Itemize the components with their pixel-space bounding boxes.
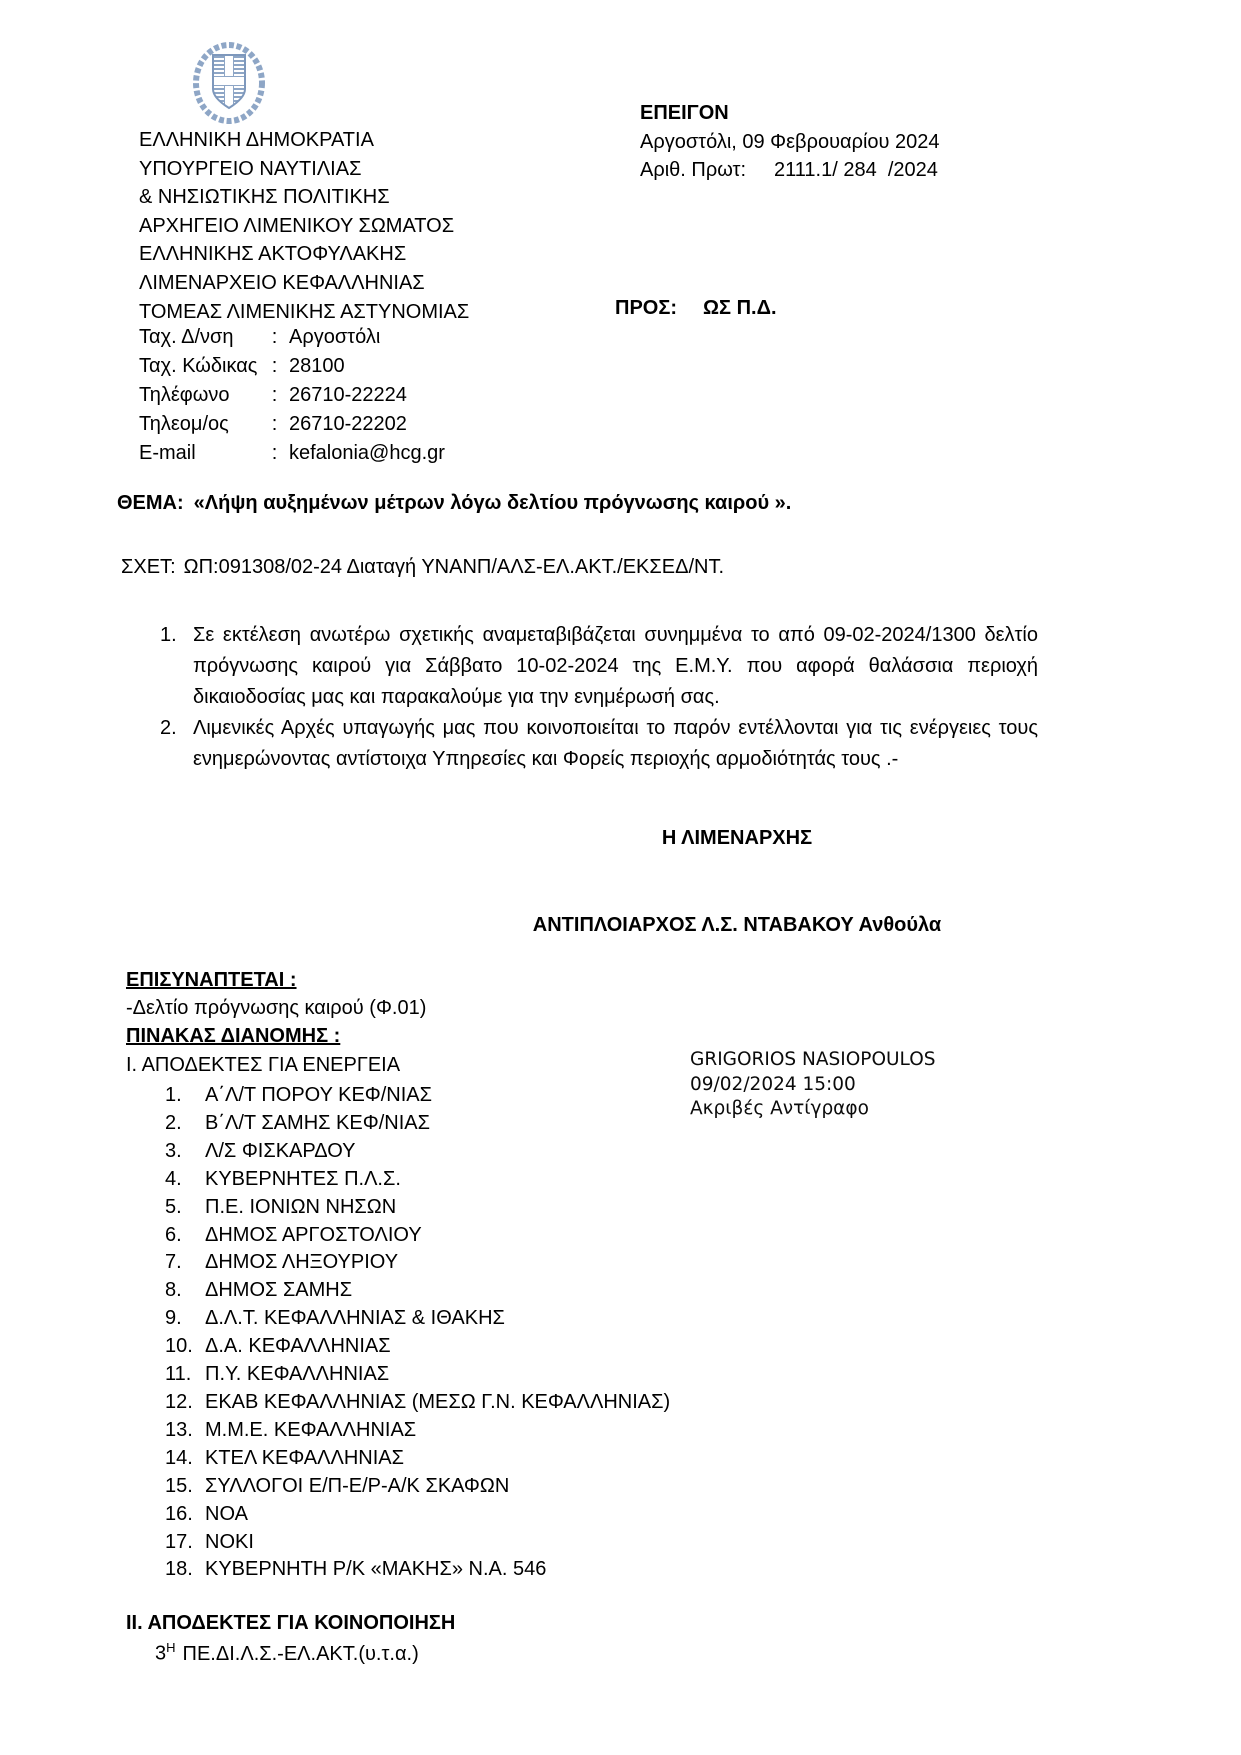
item-text: Π.Ε. ΙΟΝΙΩΝ ΝΗΣΩΝ bbox=[205, 1195, 397, 1218]
item-text: Δ.Λ.Τ. ΚΕΦΑΛΛΗΝΙΑΣ & ΙΘΑΚΗΣ bbox=[205, 1307, 505, 1330]
item-text: Μ.Μ.Ε. ΚΕΦΑΛΛΗΝΙΑΣ bbox=[205, 1418, 417, 1441]
paragraph-number: 1. bbox=[160, 624, 177, 646]
contact-row-phone bbox=[139, 381, 445, 410]
contact-row-postcode bbox=[139, 352, 445, 381]
item-text: Λ/Σ ΦΙΣΚΑΡΔΟΥ bbox=[205, 1139, 356, 1162]
distribution-action-list bbox=[165, 1082, 670, 1584]
digital-signature-stamp bbox=[690, 1048, 936, 1122]
item-number: 16. bbox=[165, 1502, 193, 1525]
item-number: 8. bbox=[165, 1279, 182, 1302]
list-item bbox=[165, 1445, 670, 1473]
item-text: ΚΤΕΛ ΚΕΦΑΛΛΗΝΙΑΣ bbox=[205, 1446, 404, 1469]
org-line: & ΝΗΣΙΩΤΙΚΗΣ ΠΟΛΙΤΙΚΗΣ bbox=[139, 186, 390, 209]
colon: : bbox=[271, 355, 278, 377]
list-item bbox=[165, 1249, 670, 1277]
item-number: 18. bbox=[165, 1558, 193, 1581]
item-number: 4. bbox=[165, 1167, 182, 1190]
protocol-label: Αριθ. Πρωτ: bbox=[640, 159, 747, 182]
distribution-info-heading: ΙΙ. ΑΠΟΔΕΚΤΕΣ ΓΙΑ ΚΟΙΝΟΠΟΙΗΣΗ bbox=[126, 1612, 456, 1634]
list-item bbox=[165, 1110, 670, 1138]
item-number: 13. bbox=[165, 1418, 193, 1441]
greek-coat-of-arms-icon bbox=[191, 40, 267, 126]
list-item bbox=[165, 1473, 670, 1501]
paragraph-text: Σε εκτέλεση ανωτέρω σχετικής αναμεταβιβάζεται συνημμένα το από 09-02-2024/1300 δελτίο πρόγνωσης καιρού για Σάββατο 10-02-2024 της Ε.Μ.Υ. που αφορά θαλάσσια περιοχή δικαιοδοσίας μας και παρακαλούμε για την ενημέρωσή σας. bbox=[193, 624, 1038, 708]
distribution-action-heading: Ι. ΑΠΟΔΕΚΤΕΣ ΓΙΑ ΕΝΕΡΓΕΙΑ bbox=[126, 1053, 401, 1076]
item-number: 15. bbox=[165, 1474, 193, 1497]
item-number: 11. bbox=[165, 1363, 192, 1386]
colon: : bbox=[271, 442, 278, 464]
signature-title: Η ΛΙΜΕΝΑΡΧΗΣ bbox=[661, 827, 813, 849]
reference-label: ΣΧΕΤ: bbox=[121, 556, 176, 578]
body-paragraph bbox=[160, 713, 1040, 775]
list-item bbox=[165, 1277, 670, 1305]
distribution-heading: ΠΙΝΑΚΑΣ ΔΙΑΝΟΜΗΣ : bbox=[126, 1025, 341, 1048]
item-number: 3. bbox=[165, 1139, 182, 1162]
contact-value: Αργοστόλι bbox=[289, 326, 381, 348]
contact-row-fax bbox=[139, 410, 445, 439]
paragraph-text: Λιμενικές Αρχές υπαγωγής μας που κοινοποιείται το παρόν εντέλλονται για τις ενέργειες τους ενημερώνοντας αντίστοιχα Υπηρεσίες και Φορείς περιοχής αρμοδιότητάς τους .- bbox=[193, 717, 1038, 770]
contact-label: Τηλεομ/ος bbox=[139, 413, 229, 435]
header-right-block bbox=[640, 99, 940, 185]
contact-value: kefalonia@hcg.gr bbox=[289, 442, 445, 464]
item-text: ΔΗΜΟΣ ΣΑΜΗΣ bbox=[205, 1279, 353, 1302]
item-text: ΝΟΑ bbox=[205, 1502, 248, 1525]
org-line: ΕΛΛΗΝΙΚΗΣ ΑΚΤΟΦΥΛΑΚΗΣ bbox=[139, 243, 407, 266]
reference-text: ΩΠ:091308/02-24 Διαταγή ΥΝΑΝΠ/ΑΛΣ-ΕΛ.ΑΚΤ./ΕΚΣΕΔ/ΝΤ. bbox=[183, 556, 725, 578]
subject-label: ΘΕΜΑ: bbox=[117, 492, 184, 514]
item-text: Β΄Λ/Τ ΣΑΜΗΣ ΚΕΦ/ΝΙΑΣ bbox=[205, 1111, 430, 1134]
contact-label: Ταχ. Δ/νση bbox=[139, 326, 234, 348]
body-paragraph bbox=[160, 620, 1040, 713]
contact-row-email bbox=[139, 439, 445, 468]
to-value: ΩΣ Π.Δ. bbox=[703, 297, 777, 319]
item-number: 17. bbox=[165, 1530, 193, 1553]
item-number: 9. bbox=[165, 1307, 182, 1330]
place-date: Αργοστόλι, 09 Φεβρουαρίου 2024 bbox=[640, 130, 940, 153]
item-number: 1. bbox=[165, 1084, 182, 1106]
item-number: 6. bbox=[165, 1223, 182, 1246]
list-item bbox=[165, 1194, 670, 1222]
list-item bbox=[165, 1556, 670, 1584]
list-item bbox=[165, 1305, 670, 1333]
recipient-line bbox=[615, 297, 777, 320]
item-text: ΝΟΚΙ bbox=[205, 1530, 254, 1553]
item-text: ΚΥΒΕΡΝΗΤΗ Ρ/Κ «ΜΑΚΗΣ» Ν.Α. 546 bbox=[205, 1558, 547, 1581]
list-item bbox=[165, 1389, 670, 1417]
org-line: ΤΟΜΕΑΣ ΛΙΜΕΝΙΚΗΣ ΑΣΤΥΝΟΜΙΑΣ bbox=[139, 300, 470, 323]
item-text: ΣΥΛΛΟΓΟΙ Ε/Π-Ε/Ρ-Α/Κ ΣΚΑΦΩΝ bbox=[205, 1474, 510, 1497]
stamp-note: Ακριβές Αντίγραφο bbox=[690, 1098, 869, 1119]
list-item bbox=[165, 1501, 670, 1529]
body-paragraphs bbox=[160, 620, 1040, 775]
contact-label: Τηλέφωνο bbox=[139, 384, 230, 406]
org-line: ΑΡΧΗΓΕΙΟ ΛΙΜΕΝΙΚΟΥ ΣΩΜΑΤΟΣ bbox=[139, 214, 455, 237]
item-text: ΕΚΑΒ ΚΕΦΑΛΛΗΝΙΑΣ (ΜΕΣΩ Γ.Ν. ΚΕΦΑΛΛΗΝΙΑΣ) bbox=[205, 1390, 671, 1413]
list-item bbox=[165, 1138, 670, 1166]
distribution-info-item bbox=[155, 1640, 419, 1666]
item-number: 2. bbox=[165, 1111, 182, 1134]
attachments-heading: ΕΠΙΣΥΝΑΠΤΕΤΑΙ : bbox=[126, 969, 297, 991]
list-item bbox=[165, 1529, 670, 1557]
contact-value: 28100 bbox=[289, 355, 345, 377]
contact-label: E-mail bbox=[139, 442, 196, 464]
item-text: Α΄Λ/Τ ΠΟΡΟΥ ΚΕΦ/ΝΙΑΣ bbox=[205, 1084, 433, 1106]
colon: : bbox=[271, 384, 278, 406]
list-item bbox=[165, 1417, 670, 1445]
signature-name: ΑΝΤΙΠΛΟΙΑΡΧΟΣ Λ.Σ. ΝΤΑΒΑΚΟΥ Ανθούλα bbox=[532, 914, 942, 936]
letterhead-org-block bbox=[139, 126, 469, 326]
item-text: ΔΗΜΟΣ ΑΡΓΟΣΤΟΛΙΟΥ bbox=[205, 1223, 422, 1246]
item-number: 14. bbox=[165, 1446, 193, 1469]
contact-label: Ταχ. Κώδικας bbox=[139, 355, 258, 377]
list-item bbox=[165, 1082, 670, 1110]
reference-line bbox=[121, 556, 1101, 579]
subject-line bbox=[117, 492, 1097, 515]
org-line: ΛΙΜΕΝΑΡΧΕΙΟ ΚΕΦΑΛΛΗΝΙΑΣ bbox=[139, 271, 425, 294]
urgency-label: ΕΠΕΙΓΟΝ bbox=[640, 102, 729, 124]
paragraph-number: 2. bbox=[160, 717, 177, 739]
protocol-number: 2111.1/ 284 /2024 bbox=[774, 159, 938, 182]
subject-text: «Λήψη αυξημένων μέτρων λόγω δελτίου πρόγνωσης καιρού ». bbox=[193, 492, 792, 514]
item-text: ΔΗΜΟΣ ΛΗΞΟΥΡΙΟΥ bbox=[205, 1251, 399, 1274]
org-line: ΕΛΛΗΝΙΚΗ ΔΗΜΟΚΡΑΤΙΑ bbox=[139, 129, 374, 151]
protocol-line bbox=[640, 156, 940, 185]
colon: : bbox=[271, 413, 278, 435]
item-number: 12. bbox=[165, 1390, 193, 1413]
colon: : bbox=[271, 326, 278, 348]
list-item bbox=[165, 1333, 670, 1361]
letterhead-contact-block bbox=[139, 323, 445, 468]
stamp-signer-name: GRIGORIOS NASIOPOULOS bbox=[690, 1049, 936, 1070]
contact-value: 26710-22202 bbox=[289, 413, 407, 435]
item-number: 7. bbox=[165, 1251, 182, 1274]
stamp-datetime: 09/02/2024 15:00 bbox=[690, 1073, 856, 1095]
attachment-item: -Δελτίο πρόγνωσης καιρού (Φ.01) bbox=[126, 997, 427, 1020]
contact-row-address bbox=[139, 323, 445, 352]
list-item bbox=[165, 1222, 670, 1250]
item-text: ΚΥΒΕΡΝΗΤΕΣ Π.Λ.Σ. bbox=[205, 1167, 401, 1190]
info-item-number: 3 bbox=[155, 1642, 167, 1665]
org-line: ΥΠΟΥΡΓΕΙΟ ΝΑΥΤΙΛΙΑΣ bbox=[139, 157, 362, 180]
item-number: 10. bbox=[165, 1335, 193, 1358]
to-label: ΠΡΟΣ: bbox=[615, 297, 678, 319]
contact-value: 26710-22224 bbox=[289, 384, 407, 406]
list-item bbox=[165, 1166, 670, 1194]
item-text: Π.Υ. ΚΕΦΑΛΛΗΝΙΑΣ bbox=[205, 1363, 390, 1386]
item-number: 5. bbox=[165, 1195, 182, 1218]
item-text: Δ.Α. ΚΕΦΑΛΛΗΝΙΑΣ bbox=[205, 1335, 391, 1358]
info-item-number-sup: Η bbox=[166, 1640, 176, 1655]
list-item bbox=[165, 1361, 670, 1389]
info-item-text: ΠΕ.ΔΙ.Λ.Σ.-ΕΛ.ΑΚΤ.(υ.τ.α.) bbox=[182, 1642, 419, 1665]
attachments-block bbox=[126, 966, 426, 1079]
